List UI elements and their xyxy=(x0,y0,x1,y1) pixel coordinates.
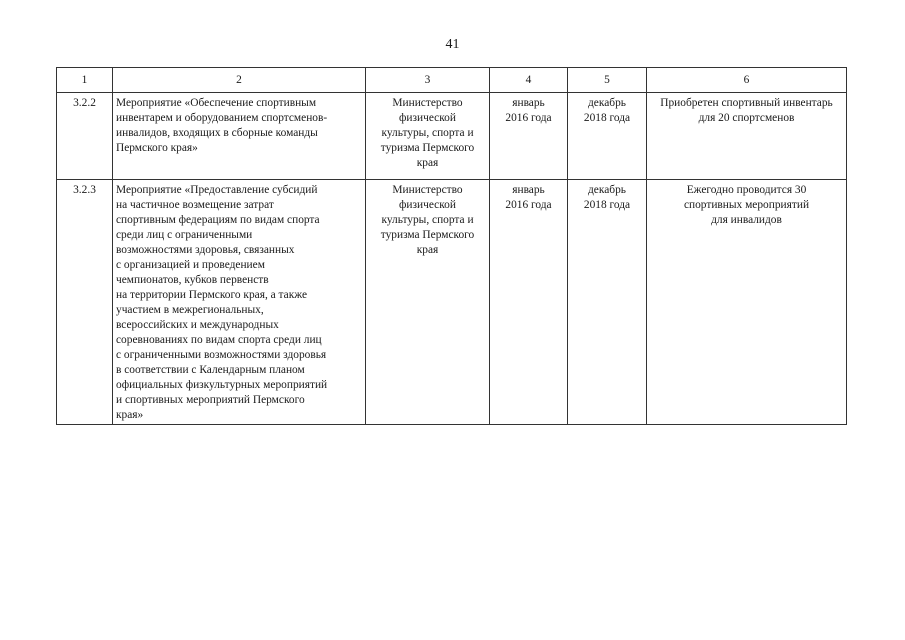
executor-line: культуры, спорта и xyxy=(381,127,474,139)
activity-name-line: соревнованиях по видам спорта среди лиц xyxy=(116,334,322,346)
expected-result xyxy=(647,180,847,425)
activity-name-line: края» xyxy=(116,409,144,421)
activity-name-line: на частичное возмещение затрат xyxy=(116,199,274,211)
activity-name-line: инвентарем и оборудованием спортсменов- xyxy=(116,112,328,124)
activity-name xyxy=(113,93,366,180)
table-row xyxy=(57,180,847,425)
start-date-line: 2016 года xyxy=(505,199,552,211)
start-date-line: 2016 года xyxy=(505,112,552,124)
activity-name-line: спортивным федерациям по видам спорта xyxy=(116,214,320,226)
start-date xyxy=(490,180,568,425)
executor xyxy=(366,180,490,425)
activity-name-line: участием в межрегиональных, xyxy=(116,304,264,316)
expected-result-line: Ежегодно проводится 30 xyxy=(686,184,807,196)
activity-name-line: официальных физкультурных мероприятий xyxy=(116,379,328,391)
activity-name xyxy=(113,180,366,425)
start-date xyxy=(490,93,568,180)
table-row xyxy=(57,93,847,180)
expected-result-line: для 20 спортсменов xyxy=(698,112,795,124)
header-cell-2: 2 xyxy=(113,68,366,93)
activity-name-line: чемпионатов, кубков первенств xyxy=(116,274,269,286)
page-number: 41 xyxy=(445,37,460,52)
end-date-line: 2018 года xyxy=(583,112,631,124)
expected-result-line: спортивных мероприятий xyxy=(683,199,810,211)
executor-line: края xyxy=(416,244,439,256)
row-number: 3.2.3 xyxy=(57,180,113,425)
activity-name-line: в соответствии с Календарным планом xyxy=(116,364,305,376)
activity-name-line: с ограниченными возможностями здоровья xyxy=(116,349,327,361)
activity-name-line: с организацией и проведением xyxy=(116,259,265,271)
executor-line: Министерство xyxy=(392,184,463,196)
expected-result-line: для инвалидов xyxy=(711,214,782,226)
header-cell-6: 6 xyxy=(647,68,847,93)
activities-table xyxy=(56,67,847,425)
end-date-line: 2018 года xyxy=(583,199,631,211)
header-cell-1: 1 xyxy=(57,68,113,93)
executor-line: физической xyxy=(399,112,456,124)
activity-name-line: всероссийских и международных xyxy=(116,319,279,331)
executor-line: туризма Пермского xyxy=(380,229,475,241)
activity-name-line: среди лиц с ограниченными xyxy=(116,229,253,241)
header-cell-3: 3 xyxy=(366,68,490,93)
row-number: 3.2.2 xyxy=(57,93,113,180)
activity-name-line: и спортивных мероприятий Пермского xyxy=(116,394,305,406)
activity-name-line: на территории Пермского края, а также xyxy=(116,289,308,301)
activity-name-line: Мероприятие «Обеспечение спортивным xyxy=(116,97,317,109)
executor-line: культуры, спорта и xyxy=(381,214,474,226)
end-date xyxy=(568,180,647,425)
end-date xyxy=(568,93,647,180)
end-date-line: декабрь xyxy=(588,97,626,109)
executor-line: физической xyxy=(399,199,456,211)
expected-result-line: Приобретен спортивный инвентарь xyxy=(660,97,833,109)
activity-name-line: Пермского края» xyxy=(116,142,198,154)
executor-line: туризма Пермского xyxy=(380,142,475,154)
activity-name-line: Мероприятие «Предоставление субсидий xyxy=(116,184,318,196)
executor-line: края xyxy=(416,157,439,169)
start-date-line: январь xyxy=(512,97,545,109)
activity-name-line: инвалидов, входящих в сборные команды xyxy=(116,127,318,139)
activity-name-line: возможностями здоровья, связанных xyxy=(116,244,295,256)
executor xyxy=(366,93,490,180)
header-cell-5: 5 xyxy=(568,68,647,93)
executor-line: Министерство xyxy=(392,97,463,109)
table-header-row xyxy=(57,68,847,93)
end-date-line: декабрь xyxy=(588,184,626,196)
header-cell-4: 4 xyxy=(490,68,568,93)
start-date-line: январь xyxy=(512,184,545,196)
expected-result xyxy=(647,93,847,180)
